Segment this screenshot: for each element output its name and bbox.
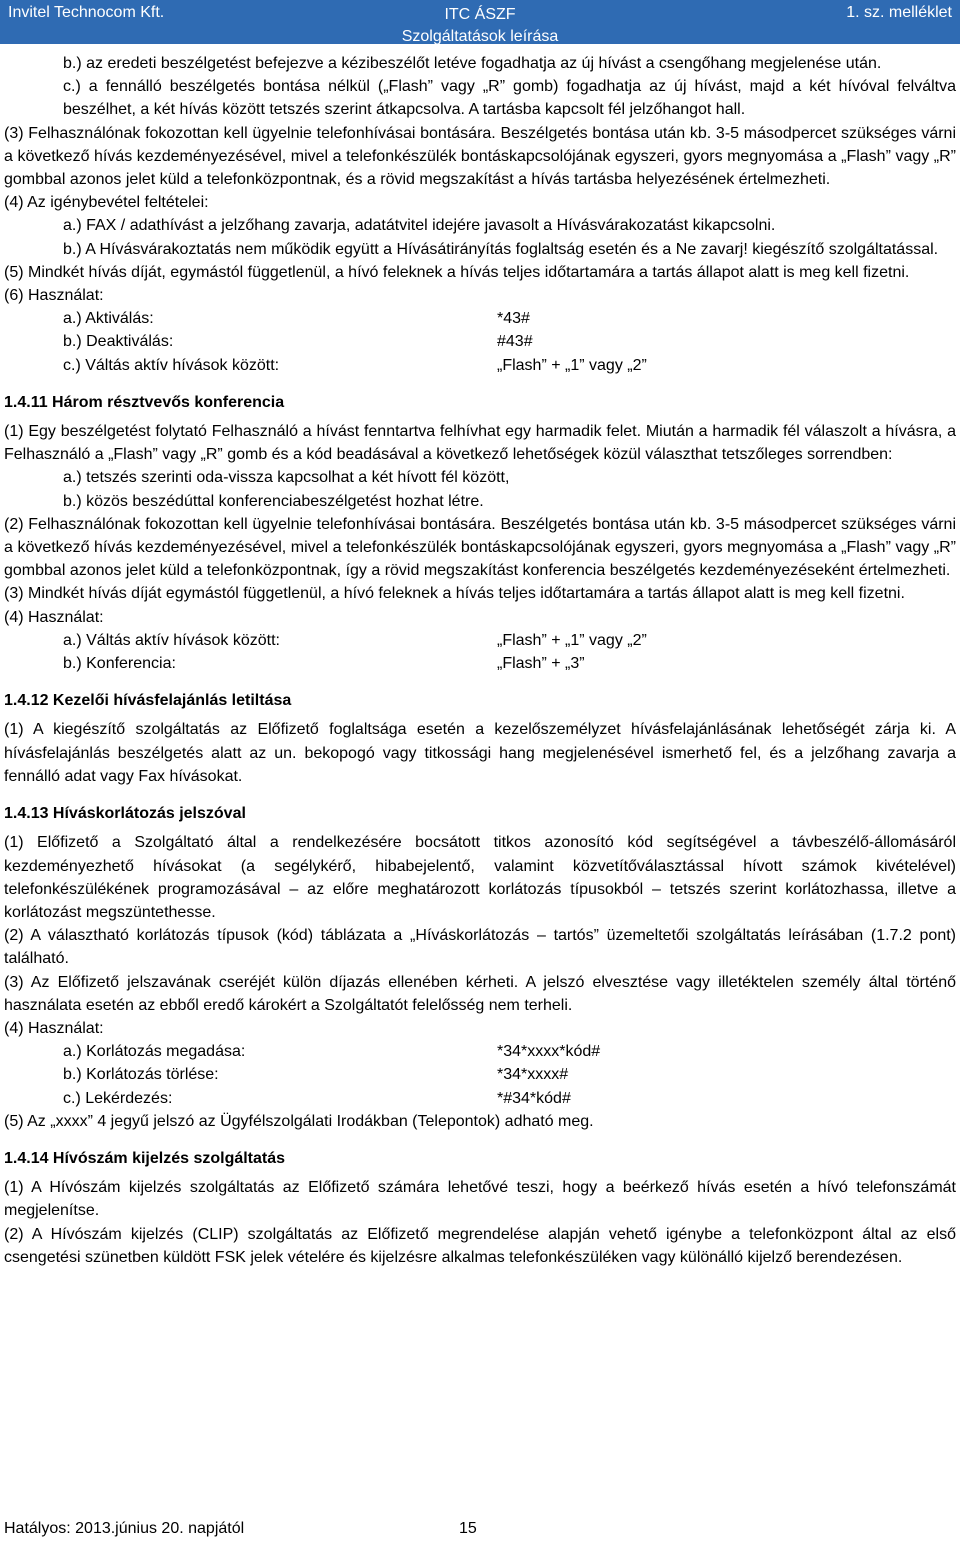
paragraph: (6) Használat: bbox=[4, 287, 104, 305]
effective-date: Hatályos: 2013.június 20. napjától bbox=[4, 1520, 245, 1537]
paragraph: (5) Mindkét hívás díját, egymástól függetlenül, a hívó feleknek a hívás teljes időtartamára a tartás állapot alatt is meg kell fizetni. bbox=[4, 263, 910, 281]
usage-label: b.) Deaktiválás: bbox=[63, 333, 174, 351]
usage-code: *#34*kód# bbox=[497, 1089, 571, 1107]
paragraph: (5) Az „xxxx” 4 jegyű jelszó az Ügyfélszolgálati Irodákban (Telepontok) adható meg. bbox=[4, 1112, 594, 1130]
usage-row bbox=[4, 307, 956, 330]
section-heading: 1.4.12 Kezelői hívásfelajánlás letiltása bbox=[4, 692, 292, 710]
header-subtitle: Szolgáltatások leírása bbox=[401, 28, 559, 45]
paragraph: (1) A Hívószám kijelzés szolgáltatás az Előfizető számára lehetővé teszi, hogy a beérkező hívás esetén a hívó telefonszámát megjelenítse. bbox=[4, 1179, 956, 1220]
usage-row bbox=[4, 354, 956, 377]
paragraph: a.) tetszés szerinti oda-vissza kapcsolhat a két hívott fél között, bbox=[63, 469, 510, 487]
paragraph: b.) közös beszédúttal konferenciabeszélgetést hozhat létre. bbox=[63, 492, 484, 510]
paragraph: a.) FAX / adathívást a jelzőhang zavarja, adatátvitel idejére javasolt a Hívásvárakozatást kikapcsolni. bbox=[63, 217, 776, 235]
usage-code: *43# bbox=[497, 310, 530, 328]
document-body bbox=[4, 52, 956, 1269]
usage-label: b.) Korlátozás törlése: bbox=[63, 1066, 219, 1084]
paragraph: (2) A Hívószám kijelzés (CLIP) szolgáltatás az Előfizető megrendelése alapján vehető igénybe a telefonközpont által az első csengetési szünetben küldött FSK jelek vételére és kijelzésre alkalmas telefonkészüléken vagy különálló kijelző berendezésen. bbox=[4, 1225, 956, 1266]
section-heading: 1.4.14 Hívószám kijelzés szolgáltatás bbox=[4, 1149, 286, 1167]
paragraph: (1) Előfizető a Szolgáltató által a rendelkezésére bocsátott titkos azonosító kód segítségével a távbeszélő-állomásáról kezdeményezhető hívásokat (a segélykérő, hibabejelentő, valamint közvetítőválasztással hívott számok kivételével) telefonkészülékének programozásával – az előre meghatározott korlátozás típusokból – tetszés szerint korlátozhassa, illetve a korlátozást megszüntethesse. bbox=[4, 834, 956, 921]
usage-code: „Flash” + „1” vagy „2” bbox=[497, 356, 647, 374]
header-title: ITC ÁSZF bbox=[444, 6, 516, 23]
paragraph: (3) Az Előfizető jelszavának cseréjét külön díjazás ellenében kérheti. A jelszó elvesztése vagy illetéktelen személy által történő használata esetén az ebből eredő károkért a Szolgáltatót felelősség nem terheli. bbox=[4, 973, 956, 1014]
paragraph: (2) Felhasználónak fokozottan kell ügyelnie telefonhívásai bontására. Beszélgetés bontása után kb. 3-5 másodpercet szükséges várni a következő hívás kezdeményezésével, mivel a telefonkészülék bontáskapcsolójának egyszeri, gyors megnyomása a „Flash” vagy „R” gombbal azonos jelet küld a telefonközpontnak, így a rövid megszakítást konferencia beszélgetés kezdeményezéseként értelmezheti. bbox=[4, 515, 956, 580]
header-company: Invitel Technocom Kft. bbox=[8, 4, 165, 21]
section-heading: 1.4.11 Három résztvevős konferencia bbox=[4, 393, 285, 411]
page-header bbox=[0, 0, 960, 44]
usage-code: *34*xxxx*kód# bbox=[497, 1043, 601, 1061]
usage-row bbox=[4, 652, 956, 675]
paragraph: (4) Használat: bbox=[4, 608, 104, 626]
paragraph: b.) az eredeti beszélgetést befejezve a kézibeszélőt letéve fogadhatja az új hívást a csengőhang megjelenése után. bbox=[63, 55, 882, 72]
page-number: 15 bbox=[459, 1520, 477, 1537]
usage-code: „Flash” + „3” bbox=[497, 655, 585, 673]
paragraph: b.) A Hívásvárakoztatás nem működik együtt a Hívásátirányítás foglaltság esetén és a Ne zavarj! kiegészítő szolgáltatással. bbox=[63, 240, 939, 258]
usage-label: a.) Korlátozás megadása: bbox=[63, 1043, 246, 1061]
usage-label: a.) Váltás aktív hívások között: bbox=[63, 631, 280, 649]
usage-label: c.) Lekérdezés: bbox=[63, 1089, 173, 1107]
paragraph: (4) Az igénybevétel feltételei: bbox=[4, 194, 209, 212]
usage-row bbox=[4, 1087, 956, 1110]
paragraph: (3) Felhasználónak fokozottan kell ügyelnie telefonhívásai bontására. Beszélgetés bontása után kb. 3-5 másodpercet szükséges várni a következő hívás kezdeményezésével, mivel a telefonkészülék bontáskapcsolójának egyszeri, gyors megnyomása a „Flash” vagy „R” gombbal azonos jelet küld a telefonközpontnak, és a rövid megszakítást a hívás tartásba helyezésének értelmezheti. bbox=[4, 124, 956, 189]
page-footer bbox=[4, 1520, 477, 1538]
paragraph: (4) Használat: bbox=[4, 1019, 104, 1037]
usage-row bbox=[4, 330, 956, 353]
usage-row bbox=[4, 1063, 956, 1086]
header-center bbox=[0, 4, 960, 48]
usage-row bbox=[4, 629, 956, 652]
paragraph: (3) Mindkét hívás díját egymástól függetlenül, a hívó feleknek a hívás teljes időtartamára a tartás állapot alatt is meg kell fizetni. bbox=[4, 585, 905, 603]
header-annex: 1. sz. melléklet bbox=[846, 4, 952, 21]
paragraph: (1) A kiegészítő szolgáltatás az Előfizető foglaltsága esetén a kezelőszemélyzet hívásfelajánlásának lehetőségét zárja ki. A hívásfelajánlás beszélgetés alatt az un. bekopogó vagy titkossági hang megjelenésével ismerhető fel, és a jelzőhang zavarja a fennálló adat vagy Fax hívásokat. bbox=[4, 721, 956, 785]
paragraph: (2) A választható korlátozás típusok (kód) táblázata a „Híváskorlátozás – tartós” üzemeltetői szolgáltatás leírásában (1.7.2 pont) található. bbox=[4, 927, 956, 968]
usage-label: b.) Konferencia: bbox=[63, 655, 176, 673]
paragraph: (1) Egy beszélgetést folytató Felhasználó a hívást fenntartva felhívhat egy harmadik felet. Miután a harmadik fél válaszolt a hívásra, a Felhasználó a „Flash” vagy „R” gomb és a kód beadásával a következő lehetőségek közül választhat tetszőleges sorrendben: bbox=[4, 423, 956, 464]
usage-code: „Flash” + „1” vagy „2” bbox=[497, 631, 647, 649]
usage-label: c.) Váltás aktív hívások között: bbox=[63, 356, 280, 374]
usage-row bbox=[4, 1040, 956, 1063]
usage-code: #43# bbox=[497, 333, 533, 351]
paragraph: c.) a fennálló beszélgetés bontása nélkül („Flash” vagy „R” gomb) fogadhatja az új hívást, majd a két hívóval felváltva beszélhet, a két hívás között tetszés szerint átkapcsolva. A tartásba kapcsolt fél jelzőhangot hall. bbox=[63, 78, 956, 119]
usage-label: a.) Aktiválás: bbox=[63, 310, 154, 328]
section-heading: 1.4.13 Híváskorlátozás jelszóval bbox=[4, 805, 246, 823]
usage-code: *34*xxxx# bbox=[497, 1066, 569, 1084]
